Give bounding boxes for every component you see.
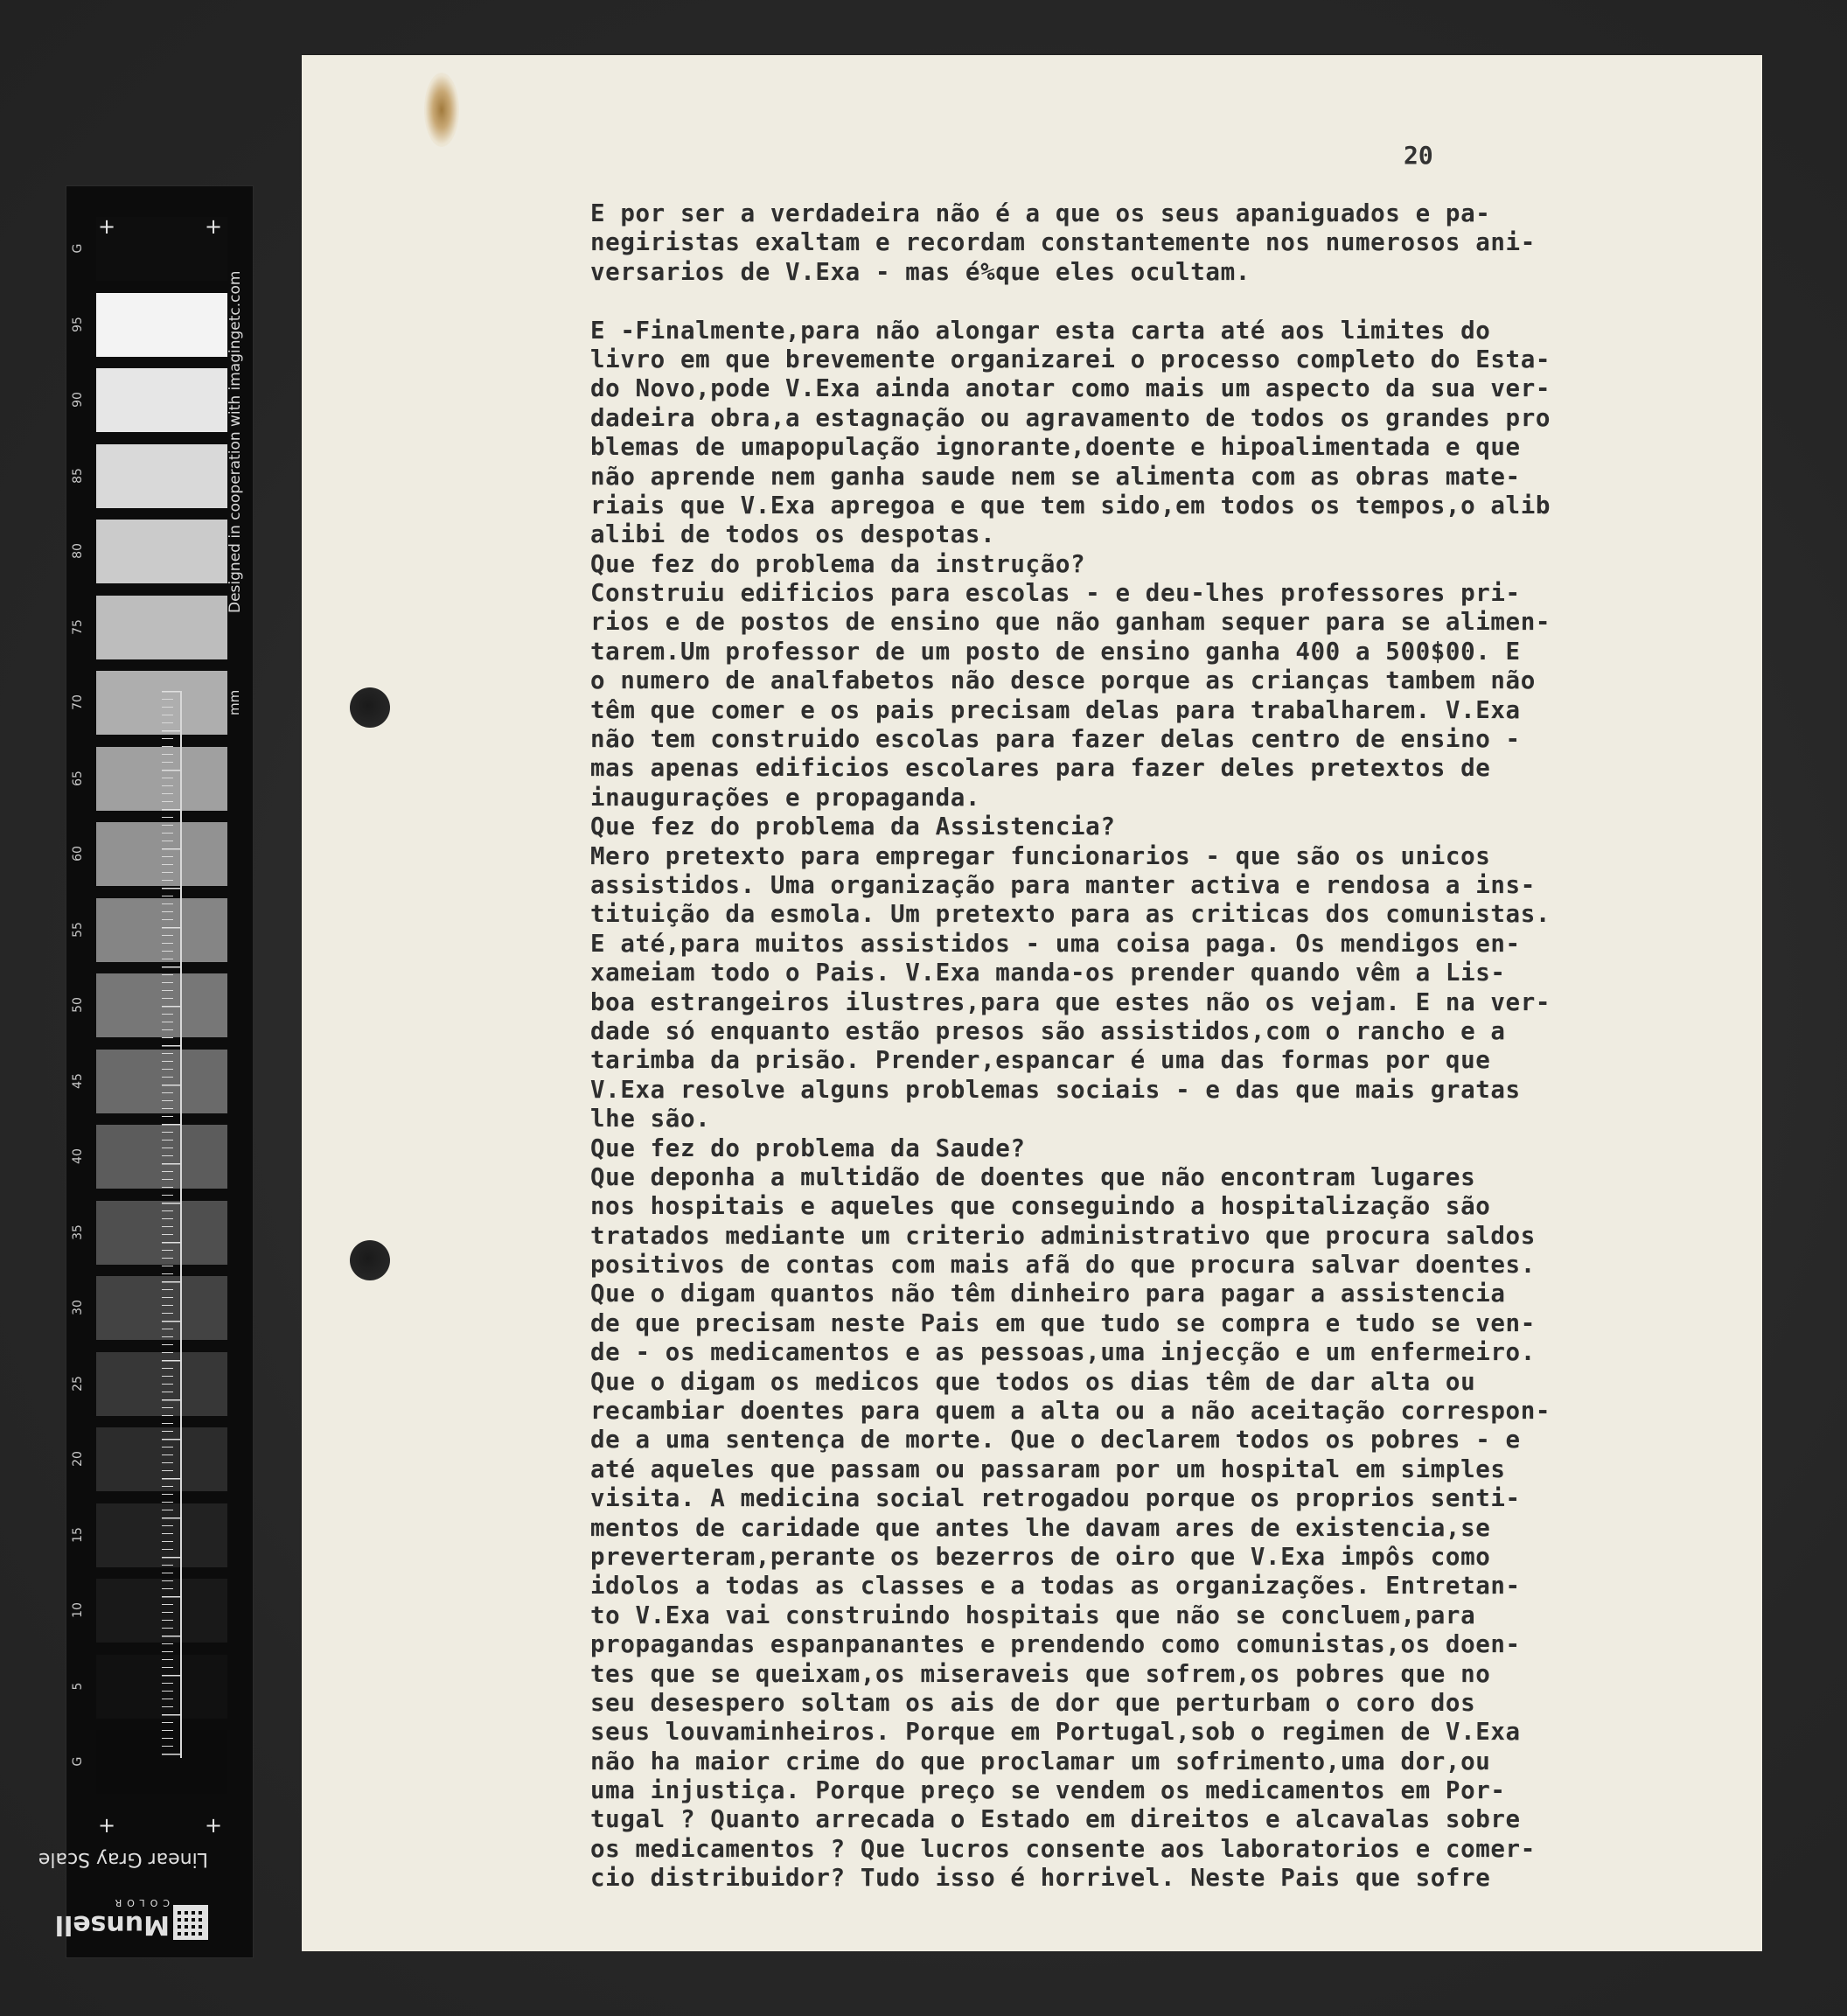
text-line: até aqueles que passam ou passaram por um hospital em simples [590,1454,1506,1483]
mm-ruler-major [162,691,181,1758]
text-line: os medicamentos ? Que lucros consente aos laboratorios e comer- [590,1834,1536,1863]
gray-scale-number: 90 [71,392,85,408]
text-line: mentos de caridade que antes lhe davam ares de existencia,se [590,1513,1491,1542]
gray-scale-number: 55 [71,921,85,938]
page-number: 20 [1404,141,1433,170]
stain-mark [424,73,459,147]
gray-swatch [96,444,227,508]
text-line: de a uma sentença de morte. Que o declarem todos os pobres - e [590,1426,1521,1454]
text-line: tituição da esmola. Um pretexto para as criticas dos comunistas. [590,900,1551,929]
typed-letter-body [590,199,1753,1894]
text-line: do Novo,pode V.Exa ainda anotar como mais um aspecto da sua ver- [590,374,1551,403]
mm-ruler-edge [180,691,182,1758]
text-line: uma injustiça. Porque preço se vendem os medicamentos em Por- [590,1776,1506,1805]
gray-scale-number: G [71,1756,85,1767]
text-line: não aprende nem ganha saude nem se alimenta com as obras mate- [590,462,1521,491]
text-line: tarem.Um professor de um posto de ensino ganha 400 a 500$00. E [590,637,1521,666]
text-line: inaugurações e propaganda. [590,783,981,812]
text-line: tratados mediante um criterio administrativo que procura saldos [590,1221,1536,1250]
text-line: tugal ? Quanto arrecada o Estado em direitos e alcavalas sobre [590,1805,1521,1834]
text-line: E até,para muitos assistidos - uma coisa paga. Os mendigos en- [590,929,1521,958]
gray-scale-number: 40 [71,1148,85,1164]
text-line: Que fez do problema da instrução? [590,549,1086,578]
text-line: idolos a todas as classes e a todas as organizações. Entretan- [590,1572,1521,1601]
text-line: to V.Exa vai construindo hospitais que não se concluem,para [590,1601,1476,1629]
text-line: negiristas exaltam e recordam constantemente nos numerosos ani- [590,228,1536,257]
gray-scale-number: 10 [71,1602,85,1618]
text-line: recambiar doentes para quem a alta ou a não aceitação correspon- [590,1397,1551,1426]
text-line: positivos de contas com mais afã do que procura salvar doentes. [590,1251,1536,1280]
plus-mark: + [205,214,223,239]
text-line: Que fez do problema da Assistencia? [590,813,1116,841]
text-line [590,287,1753,316]
text-line: têm que comer e os pais precisam delas para trabalharem. V.Exa [590,695,1521,724]
text-line: tarimba da prisão. Prender,espancar é uma das formas por que [590,1046,1491,1075]
gray-swatch [96,293,227,357]
text-line: E -Finalmente,para não alongar esta carta até aos limites do [590,316,1491,345]
punch-hole-icon [350,687,390,728]
munsell-brand: Munsell [54,1909,170,1940]
text-line: preverteram,perante os bezerros de oiro que V.Exa impôs como [590,1542,1491,1571]
gray-scale-number: 45 [71,1072,85,1089]
gray-scale-number: 60 [71,846,85,862]
text-line: não tem construido escolas para fazer delas centro de ensino - [590,725,1521,754]
text-line: blemas de umapopulação ignorante,doente e hipoalimentada e que [590,433,1521,462]
gray-scale-number: 20 [71,1451,85,1467]
text-line: Mero pretexto para empregar funcionarios - que são os unicos [590,841,1491,870]
gray-scale-number: 85 [71,467,85,484]
gray-swatch [96,368,227,432]
gray-scale-number: 30 [71,1300,85,1315]
gray-scale-number: 25 [71,1375,85,1392]
gray-scale-number: 75 [71,618,85,635]
text-line: mas apenas edificios escolares para fazer deles pretextos de [590,754,1491,783]
text-line: de que precisam neste Pais em que tudo se compra e tudo se ven- [590,1308,1536,1337]
text-line: rios e de postos de ensino que não ganham sequer para se alimen- [590,608,1551,637]
gray-scale-number: 80 [71,543,85,559]
text-line: riais que V.Exa apregoa e que tem sido,em todos os tempos,o alib [590,491,1551,520]
plus-mark: + [98,214,116,239]
text-line: Que fez do problema da Saude? [590,1134,1026,1162]
text-line: versarios de V.Exa - mas é%que eles ocultam. [590,257,1251,286]
text-line: dadeira obra,a estagnação ou agravamento de todos os grandes pro [590,403,1551,432]
gray-scale-number: 70 [71,694,85,710]
gray-scale-number: 15 [71,1526,85,1543]
text-line: propagandas espanpanantes e prendendo como comunistas,os doen- [590,1630,1521,1659]
munsell-color-label: COLOR [109,1897,170,1908]
text-line: Que o digam quantos não têm dinheiro para pagar a assistencia [590,1280,1506,1308]
plus-mark: + [205,1813,223,1838]
text-line: dade só enquanto estão presos são assistidos,com o rancho e a [590,1016,1506,1045]
text-line: xameiam todo o Pais. V.Exa manda-os prender quando vêm a Lis- [590,959,1506,987]
gray-scale-number: 50 [71,997,85,1013]
text-line: visita. A medicina social retrogadou porque os proprios senti- [590,1484,1521,1513]
munsell-branding [38,1835,208,1940]
text-line: alibi de todos os despotas. [590,520,996,549]
designed-by-text: Designed in cooperation with imagingetc.com [227,270,244,613]
text-line: de - os medicamentos e as pessoas,uma injecção e um enfermeiro. [590,1338,1536,1367]
gray-scale-number: 35 [71,1224,85,1240]
gray-scale-card [38,185,254,1958]
text-line: nos hospitais e aqueles que conseguindo a hospitalização são [590,1192,1491,1221]
text-line: Que deponha a multidão de doentes que não encontram lugares [590,1162,1476,1191]
text-line: não ha maior crime do que proclamar um sofrimento,uma dor,ou [590,1747,1491,1775]
text-line: Que o digam os medicos que todos os dias têm de dar alta ou [590,1367,1476,1396]
text-line: assistidos. Uma organização para manter activa e rendosa a ins- [590,870,1536,899]
text-line: livro em que brevemente organizarei o processo completo do Esta- [590,345,1551,373]
document-page [302,55,1762,1951]
gray-scale-number: 95 [71,316,85,332]
mm-label: mm [227,689,242,715]
gray-swatch [96,596,227,659]
text-line: E por ser a verdadeira não é a que os seus apaniguados e pa- [590,199,1491,227]
gray-swatch [96,520,227,583]
text-line: V.Exa resolve alguns problemas sociais - e das que mais gratas [590,1075,1521,1104]
text-line: seu desespero soltam os ais de dor que perturbam o coro dos [590,1688,1476,1717]
linear-gray-scale-label: Linear Gray Scale [38,1848,208,1870]
text-line: tes que se queixam,os miseraveis que sofrem,os pobres que no [590,1659,1491,1688]
gray-scale-number: 5 [71,1682,85,1690]
gray-scale-number: 65 [71,770,85,786]
punch-hole-icon [350,1240,390,1280]
plus-mark: + [98,1813,116,1838]
text-line: seus louvaminheiros. Porque em Portugal,sob o regimen de V.Exa [590,1718,1521,1747]
gray-scale-number: G [71,243,85,254]
text-line: Construiu edificios para escolas - e deu-lhes professores pri- [590,579,1521,608]
text-line: boa estrangeiros ilustres,para que estes não os vejam. E na ver- [590,987,1551,1016]
munsell-logo-icon [173,1905,208,1940]
text-line: cio distribuidor? Tudo isso é horrivel. Neste Pais que sofre [590,1864,1491,1893]
text-line: o numero de analfabetos não desce porque as crianças tambem não [590,666,1536,695]
text-line: lhe são. [590,1105,711,1134]
